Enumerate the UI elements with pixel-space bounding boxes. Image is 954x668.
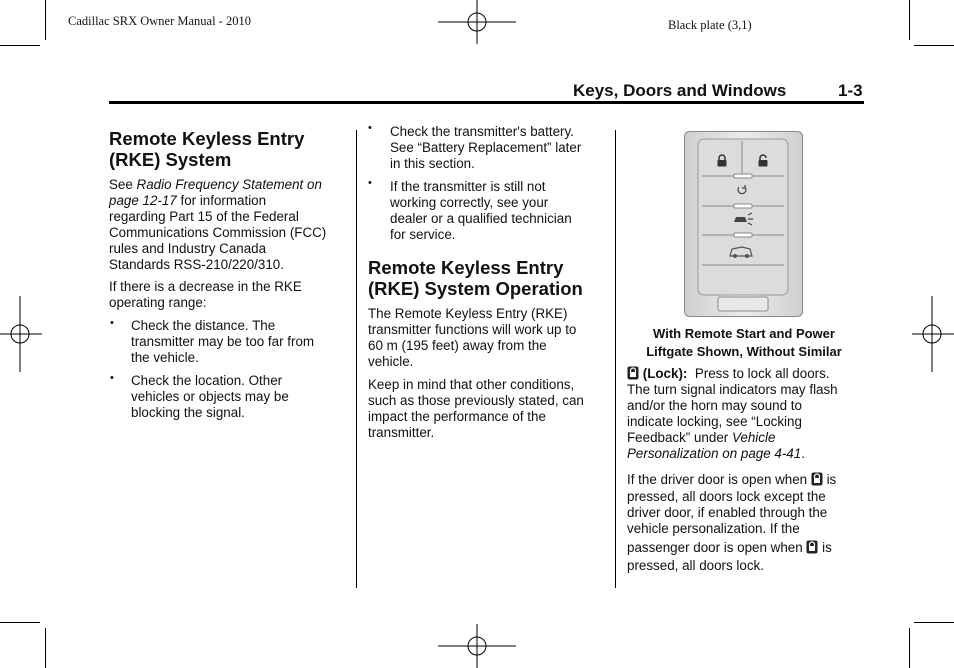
column-divider <box>615 130 616 588</box>
paragraph-conditions: Keep in mind that other conditions, such as those previously stated, can impact the performance of the transmitter. <box>368 377 584 440</box>
heading-rke-system: Remote Keyless Entry (RKE) System <box>109 128 305 170</box>
list-item: Check the distance. The transmitter may be too far from the vehicle. <box>131 318 315 365</box>
crop-mark <box>45 628 46 668</box>
list-item: If the transmitter is still not working correctly, see your dealer or a qualified technician for service. <box>390 179 572 242</box>
column-divider <box>356 130 357 588</box>
bullet-icon: • <box>368 122 372 134</box>
crop-mark <box>914 45 954 46</box>
page-number: 1-3 <box>838 81 863 100</box>
crop-mark <box>909 0 910 40</box>
lock-icon <box>811 472 823 486</box>
lock-icon <box>627 366 639 380</box>
crop-mark <box>0 622 40 623</box>
crop-mark <box>0 45 40 46</box>
bullet-icon: • <box>110 317 114 329</box>
registration-mark-icon <box>438 0 516 44</box>
lock-icon <box>806 540 818 554</box>
paragraph-range: If there is a decrease in the RKE operating range: <box>109 279 302 310</box>
paragraph-driver-door: If the driver door is open when is pressed, all doors lock except the driver door, if enabled through the vehicle personalization. If the passenger door is open when is pressed, all doors lock. <box>627 472 837 573</box>
paragraph-fcc: See Radio Frequency Statement on page 12-17 for information regarding Part 15 of the Federal Communications Commission (FCC) rules and Industry Canada Standards RSS-210/220/310. <box>109 177 327 272</box>
bullet-icon: • <box>368 177 372 189</box>
registration-mark-icon <box>912 296 954 372</box>
lock-icon <box>716 154 728 167</box>
paragraph-lock: (Lock): Press to lock all doors. The turn signal indicators may flash and/or the horn may sound to indicate locking, see “Locking Feedback” under Vehicle Personalization on page 4-41. <box>627 366 838 461</box>
remote-start-icon <box>736 184 748 196</box>
list-item: Check the location. Other vehicles or objects may be blocking the signal. <box>131 373 289 420</box>
panic-icon <box>732 212 754 226</box>
registration-mark-icon <box>0 296 42 372</box>
heading-rke-operation: Remote Keyless Entry (RKE) System Operation <box>368 257 583 299</box>
section-title: Keys, Doors and Windows <box>573 81 787 100</box>
crop-mark <box>914 622 954 623</box>
unlock-icon <box>757 154 769 167</box>
list-item: Check the transmitter's battery. See “Battery Replacement” later in this section. <box>390 124 582 171</box>
bullet-icon: • <box>110 372 114 384</box>
plate-label: Black plate (3,1) <box>668 18 752 32</box>
liftgate-icon <box>728 245 754 259</box>
header-rule <box>109 101 864 104</box>
paragraph-range-distance: The Remote Keyless Entry (RKE) transmitter functions will work up to 60 m (195 feet) away from the vehicle. <box>368 306 577 369</box>
crop-mark <box>45 0 46 40</box>
manual-title: Cadillac SRX Owner Manual - 2010 <box>68 14 251 28</box>
registration-mark-icon <box>438 624 516 668</box>
figure-caption: With Remote Start and Power Liftgate Shown, Without Similar <box>646 326 842 359</box>
crop-mark <box>909 628 910 668</box>
